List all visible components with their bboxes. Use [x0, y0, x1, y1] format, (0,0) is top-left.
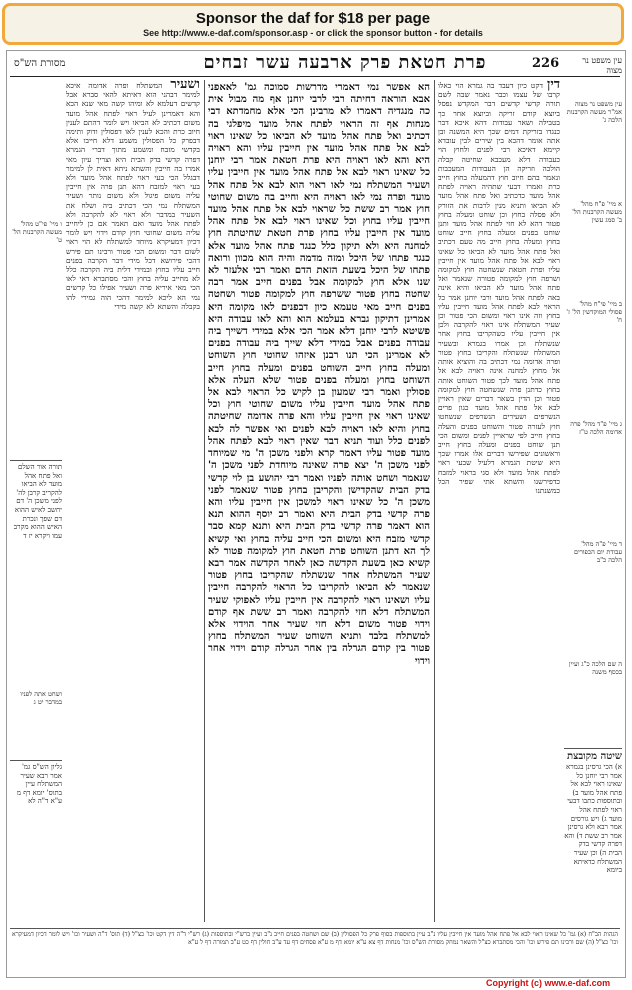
gemara-column	[208, 82, 430, 920]
torah-or-box	[10, 460, 62, 593]
tosafot-column	[66, 80, 200, 920]
tosafot-text: המשתלח ופרה אדומה איכא למימר דבהני הוא דאיתא להאי סברא אבל קדשים דעלמא לא ומיהו קשה מאי שנא הכא והא דאמרינן לעיל ראוי לפתח אהל מועד משום דכתיב לא הביאו ויש לומר דהתם לענין חיוב כרת והכא לענין לאו דפסולין ודוק ותימה דבפרק כל הפסולין משמע דלא חייבו אלא בקדשי מזבח ומשמע מתוך דברי הגמרא דפרה קדשי בדק הבית היא וצריך עיון מאי אמרו בה חייבין והשתא ניחא דאית לן למימר דבגלל הכי בעי ראוי לפתח אהל מועד ולא בעי ראוי למזבח דהא תנן פרה אין חייבין עליה משום פיגול ולא משום נותר ושעיר המשתלח נמי הכי דכתיב ביה ושלח את השעיר במדבר ולא ראוי לא להקרבה ולא לפתח אהל מועד ואם תאמר אם כן ליחייב עליה משום שחוטי חוץ קודם וידוי ויש לומר דכיון דמעיקרא מיוחד למשתלח לא הוי ראוי לשום דבר ומשום הכי פטור ורבינו תם פירש דהכי פירושא דכל מידי דבר הקרבה בפנים חייב עליו בחוץ ובמידי דלית ביה הקרבה כלל לא מחייב עליה בחוץ והכי מסתברא דאי לאו הכי מאי איריא פרה ושעיר אפילו כל קדשים נמי הא ליכא למימר דהכי הוה גמירי להו בקבלה והשתא לא קשה מידי	[66, 81, 200, 311]
tosafot-opening-word: ושעיר	[170, 80, 200, 92]
margin-note: ג מיי' פ"ד מהל' פרה אדומה הלכה ט"ז	[570, 420, 622, 436]
margin-note: עין משפט נר מצוה אמ"ר מעשה הקרבנות הלכה ג'	[566, 100, 622, 124]
rashi-column	[438, 80, 560, 920]
masoret-hashas-label: מסורת הש"ס	[14, 58, 66, 69]
gemara-text: הא אפשר נמי דאמרי מדרשות סמוכה גמ' לאאפני אבא הוראה דחיתה רבי לרבי יוחנן אף מה מבול אית כה מנגדיה דאמרו לא מרבינן הכי אלא מחמדתא דבי מנחות אף זה הראוי לפתח אהל מועד מיפלגי בה דכתיב ואל פתח אהל מועד לא הביאו כל שאינו ראוי לבא אל פתח אהל מועד אין חייבין עליו והא ראויה היא והא לאו ראויה היא פרת חטאת אמר רבי יוחנן כל שאינו ראוי לבא אל פתח אהל מועד אין חייבין עליו ושעיר המשתלח נמי לאו ראוי הוא לבא אל פתח אהל מועד ופרה נמי לאו ראויה היא וחייב בה משום שחוטי חוץ אמר רב ששת כל שראוי לבא אל פתח אהל מועד חייבין עליו בחוץ וכל שאינו ראוי לבא אל פתח אהל מועד אין חייבין עליו בחוץ פרת חטאת שחיטתה חוץ למחנה היא ולא תיקון כלל כנגד פתח אהל מועד אלא כנגד פתחו של היכל ומזה מדמה והיה הוא מכוון ורואה פתחו של היכל בשעת הזאת הדם ואמר רבי אלעזר לא שנו אלא חוץ למקומה אבל בפנים חייב אמר רבה שחטה בחוץ פטור ששרפה חוץ למקומה פטור ושחטה בפנים חייב מאי טעמא כיון דבפנים לאו מקומה היא אמרינן דתיקון גברא בעלמא הוא והא לאו עבודה היא פשיטא לרבי יוחנן דלא אמר הכי אלא במידי דשייך ביה עבודה בפנים אבל במידי דלא שייך ביה עבודה בפנים לא אמרינן הכי תנו רבנן איזהו שחוטי חוץ השוחט ומעלה בחוץ חייב השוחט בפנים ומעלה בחוץ חייב השוחט בחוץ ומעלה בפנים פטור שלא העלה אלא פסולין ואמר רבי שמעון בן לקיש כל הראוי לבא אל פתח אהל מועד חייבין עליו משום שחוטי חוץ וכל שאינו ראוי אין חייבין עליו והא פרה אדומה שחיטתה בחוץ והיא לאו ראויה לבא לפנים ואי אפשר לה לבא לפנים כלל ועוד תניא דבר שאין ראוי לבא לפתח אהל מועד פטור עליו דאמר קרא ולפני משכן ה' מי שמיוחד לפני משכן ה' יצא פרה שאינה מיוחדת לפני משכן ה' שנאמר ושחט אותה לפניו ואמר רבי יהושע בן לוי קדשי בדק הבית שהקדישן והקריבן בחוץ פטור שנאמר לפני משכן ה' כל שאינו ראוי למשכן אין חייבין עליו והא פרה קדשי בדק הבית היא ואמר רב יוסף ההוא תנא הוא דאמר פרה קדשי בדק הבית היא ותנא קמא סבר קדשי מזבח היא ומשום הכי חייב עליה בחוץ ואי קשיא לך הא דתנן השוחט פרת חטאת חוץ למקומה פטור לא קשיא כאן בשעת הקדשה כאן לאחר הקדשה אמר רבא שעיר המשתלח אחר שנשתלח שהקריבו בחוץ פטור שנאמר לא הביאו להקריבו כל הראוי להקרבה חייבין עליו ושאינו ראוי להקרבה אין חייבין עליו לאפוקי שעיר המשתלח דלא חזי להקרבה ואמר רב ששת אף קודם וידוי פטור משום דלא חזי שעיר אחר הוידוי אלא למשתלח בלבד ותניא השוחט שעיר המשתלח בחוץ פטור בין קודם הגרלה בין אחר הגרלה קודם וידוי אחר וידוי	[208, 82, 430, 667]
page-number: 226	[532, 56, 560, 71]
gilyon-hashas-box	[10, 760, 62, 883]
header-rule	[10, 76, 620, 77]
margin-note: ושחט אתה לפניו במדבר יט ג	[20, 690, 62, 706]
shita-mekubetzet-box	[564, 748, 622, 921]
running-title: פרת חטאת פרק ארבעה עשר זבחים	[203, 52, 487, 73]
margin-note: ב מיי' פי"ח מהל' פסולי המוקדשין הל' ז' ח'	[566, 300, 622, 324]
margin-note: ה שם הלכה כ"ג ועיין בכסף משנה	[568, 660, 622, 676]
rashi-opening-word: דין	[547, 80, 560, 92]
rashi-text: דקט כיון דעבד בה גמרא הוי כאלו קרבו של עצמו וכבר נאמר שבה לשם תורה קדשי קדשים דבר המקדש נפסל ביוצא קודם זריקה וביוצא אחר כך בטבילה ושאר עבודות דהא איכא דבר כנגדו בזריקת דמים שכך היא המשנה ובן אתה אומר דהכא בין שירים לבין עובדא קיימא דאיכא רבי לפנים ולחוץ הוי כעבודה דלא מעכבא שחיטה קבלה הולכה וזריקה הן העבודות המעכבות ונאמר בהם חיוב חוץ דהמעלה בחוץ חייב כרת ואמרו דבעי שתהיה ראויה לפתח אהל מועד כדכתיב ואל פתח אהל מועד לא הביאו ותניא מנין לרבות את הזורק ולא פסלה בחוץ וכן שוחט ומעלה בחוץ פטור דהא לא חזי לפתח אהל מועד ותנן שוחט בפנים ומעלה בחוץ חייב שוחט בחוץ ומעלה בחוץ חייב מה טעם דכתיב ואל פתח אהל מועד לא הביאו כל שאינו ראוי לבא אל פתח אהל מועד אין חייבין עליו ופרת חטאת שנשחטה חוץ למקומה ושרפה חוץ למקומה פטורה שנאמר ואל פתח אהל מועד לא הביאו והיא אינה באה לפתח אהל מועד ורבי יוחנן אמר כל הראוי לבא לפתח אהל מועד חייבין עליו בחוץ וזה אינו ראוי ומשום הכי פטור וכן שעיר המשתלח אינו ראוי להקרבה ולכן אין חייבין עליו כשהקריבו בחוץ אחר שנשתלח וכן אמרו בגמרא ובשעיר המשתלח שנשתלח והקריבו בחוץ פטור ופרה אדומה נמי דכתיב בה והוציא אותה אל מחוץ למחנה אינה ראויה לבא אל פתח אהל מועד לכך פטור השוחט אותה בחוץ כדתנן פרה שנשחטה חוץ למקומה פטור וכן הדין בשאר דברים שאין ראויין לבא אל פתח אהל מועד כגון פרים הנשרפים ושעירים הנשרפים שנשחטו חוץ לעזרה פטור והשוחט בפנים והעלה בחוץ חייב לפי שראויין לפנים ומשום הכי תנן שוחט בפנים ומעלה בחוץ חייב וראשונים שפירשו דברים אלו אמרו שכך היא שיטת הגמרא דלעיל שבעי ראוי לפתח אהל מועד ולא סגי בראוי למזבח כדפירשנו והשתא אתי שפיר הכל כמשנתנו	[438, 81, 560, 495]
margin-note: ו מיי' פי"ט מהל' מעשה הקרבנות הל' ט'	[12, 220, 62, 244]
sponsor-title[interactable]: Sponsor the daf for $18 per page	[195, 10, 431, 27]
column-divider-right	[434, 80, 435, 922]
footer-notes: הגהות הב"ח (א) גמ' כל שאינו ראוי לבא אל פתח אהל מועד אין חייבין עליו נ"ב עיין בתוספות בסוף פרק כל הפסולין (ב) שם ושחטה בפנים חייב נ"ב ועיין ברש"י ובתוספות (ג) רש"י ד"ה דין דקט וכו' כצ"ל (ד) תוס' ד"ה ושעיר וכו' ויש לומר דכיון דמעיקרא וכו' כצ"ל (ה) שם ורבינו תם פירש וכו' והכי מסתברא כצ"ל והשאר נמחק מסורת הש"ס וכו' מנחות דף צא ע"א יומא דף מ ע"א פסחים דף עד ע"ב חולין דף כט ע"ב תמורה דף ל ע"א	[12, 931, 618, 946]
margin-note: ד מיי' פ"ה מהל' עבודת יום הכפורים הלכה כ"ב	[573, 540, 622, 564]
footer-rule	[10, 928, 620, 929]
torah-or-text: תורה אור השלם ואל פתח אהל מועד לא הביאו להקריב קרבן לה' לפני משכן ה' דם יחשב לאיש ההוא דם שפך ונכרת האיש ההוא מקרב עמו ויקרא יז ד	[13, 463, 62, 540]
shita-mekubetzet-title: שיטה מקובצת	[567, 751, 622, 762]
copyright-link[interactable]: Copyright (c) www.e-daf.com	[486, 978, 611, 988]
gilyon-hashas-text: גליון הש"ס גמ' אמר רבא שעיר המשתלח עיין בתוס' יומא דף מ ע"א ד"ה לא	[16, 763, 62, 806]
margin-note: א מיי' פ"ח מהל' מעשה הקרבנות הל' ב' סמג עשין	[572, 200, 622, 224]
sponsor-subtitle: See http://www.e-daf.com/sponsor.asp - or click the sponsor button - for details	[143, 28, 483, 38]
sponsor-banner[interactable]	[2, 3, 624, 45]
ein-mishpat-label: עין משפט נר מצוה	[582, 56, 622, 75]
column-divider-left	[204, 80, 205, 922]
shita-mekubetzet-text: א) הכי גרסינן בגמרא אמר רבי יוחנן כל שאינו ראוי לבא אל פתח אהל מועד ב) ובתוספות כתבו דבעי ראוי לפתח אהל מועד ג) ויש גורסים אמר רבא ולא גרסינן אמר רב ששת ד) והא דפרה קדשי בדק הבית ה) וכן שעיר המשתלח כדאיתא ביומא	[564, 763, 622, 875]
